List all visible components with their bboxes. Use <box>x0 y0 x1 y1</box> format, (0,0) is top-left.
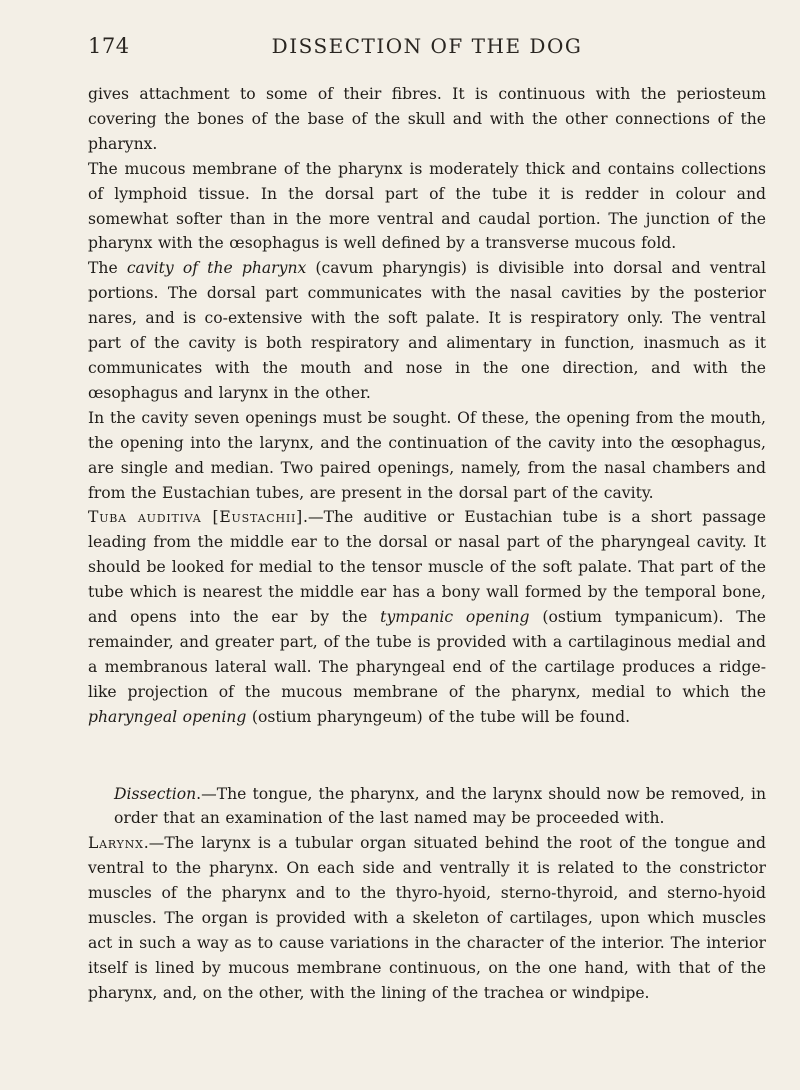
heading-dissection: Dissection <box>114 784 197 803</box>
paragraph-continuation: gives attachment to some of their fibres. It is continuous with the periosteum covering the bones of the base of the skull and with the other connections of the pharynx. <box>88 85 766 153</box>
page-number: 174 <box>88 34 130 58</box>
tuba-text-a: .—The auditive or Eustachian tube is a short passage leading from the middle ear to the dorsal or nasal part of the pharyngeal cavity. It should be looked for medial to the tensor muscle of the soft palate. That part of the tube which is nearest the middle ear has a bony wall formed by the temporal bone, and opens into the ear by the <box>88 508 767 627</box>
heading-tuba-auditiva: Tuba auditiva [Eustachii] <box>88 508 304 527</box>
section-gap <box>88 730 766 782</box>
tuba-text-c: (ostium pharyngeum) of the tube will be found. <box>246 707 631 726</box>
book-page <box>88 34 766 1006</box>
paragraph-tuba-auditiva <box>88 505 766 729</box>
term-cavity-of-pharynx: cavity of the pharynx <box>126 259 307 278</box>
term-pharyngeal-opening: pharyngeal opening <box>88 707 247 726</box>
heading-larynx: Larynx <box>88 834 144 853</box>
paragraph-larynx <box>88 831 766 1005</box>
body-text <box>88 82 766 1006</box>
running-head <box>88 34 766 64</box>
larynx-text: .—The larynx is a tubular organ situated behind the root of the tongue and ventral to the pharynx. On each side and ventrally it is related to the constrictor muscles of the pharynx and to the thyro-hyoid, sterno-thyroid, and sterno-hyoid muscles. The organ is provided with a skeleton of cartilages, upon which muscles act in such a way as to cause variations in the character of the interior. The interior itself is lined by mucous membrane continuous, on the one hand, with that of the pharynx, and, on the other, with the lining of the trachea or windpipe. <box>88 834 766 1002</box>
paragraph-cavity-text: (cavum pharyngis) is divisible into dorsal and ventral portions. The dorsal part communicates with the nasal cavities by the posterior nares, and is co-extensive with the soft palate. It is respiratory only. The ventral part of the cavity is both respiratory and alimentary in function, inasmuch as it communicates with the mouth and nose in the one direction, and with the œsophagus and larynx in the other. <box>88 259 766 402</box>
term-tympanic-opening: tympanic opening <box>380 608 530 627</box>
dissection-text: .—The tongue, the pharynx, and the larynx should now be removed, in order that an examination of the last named may be proceeded with. <box>114 784 766 828</box>
running-title: DISSECTION OF THE DOG <box>271 34 583 58</box>
paragraph-cavity <box>88 256 766 405</box>
tuba-text-b: (ostium tympanicum). The remainder, and greater part, of the tube is provided with a cartilaginous medial and a membranous lateral wall. The pharyngeal end of the cartilage produces a ridge-like projection of the mucous membrane of the pharynx, medial to which the <box>88 608 766 701</box>
paragraph-cavity-lead: The <box>88 259 127 278</box>
paragraph-mucous-membrane: The mucous membrane of the pharynx is moderately thick and contains collections of lymphoid tissue. In the dorsal part of the tube it is redder in colour and somewhat softer than in the more ventral and caudal portion. The junction of the pharynx with the œsophagus is well defined by a transverse mucous fold. <box>88 159 766 253</box>
paragraph-openings: In the cavity seven openings must be sought. Of these, the opening from the mouth, the opening into the larynx, and the continuation of the cavity into the œsophagus, are single and median. Two paired openings, namely, from the nasal chambers and from the Eustachian tubes, are present in the dorsal part of the cavity. <box>88 408 766 502</box>
paragraph-dissection <box>114 782 766 832</box>
dissection-note <box>88 782 766 832</box>
